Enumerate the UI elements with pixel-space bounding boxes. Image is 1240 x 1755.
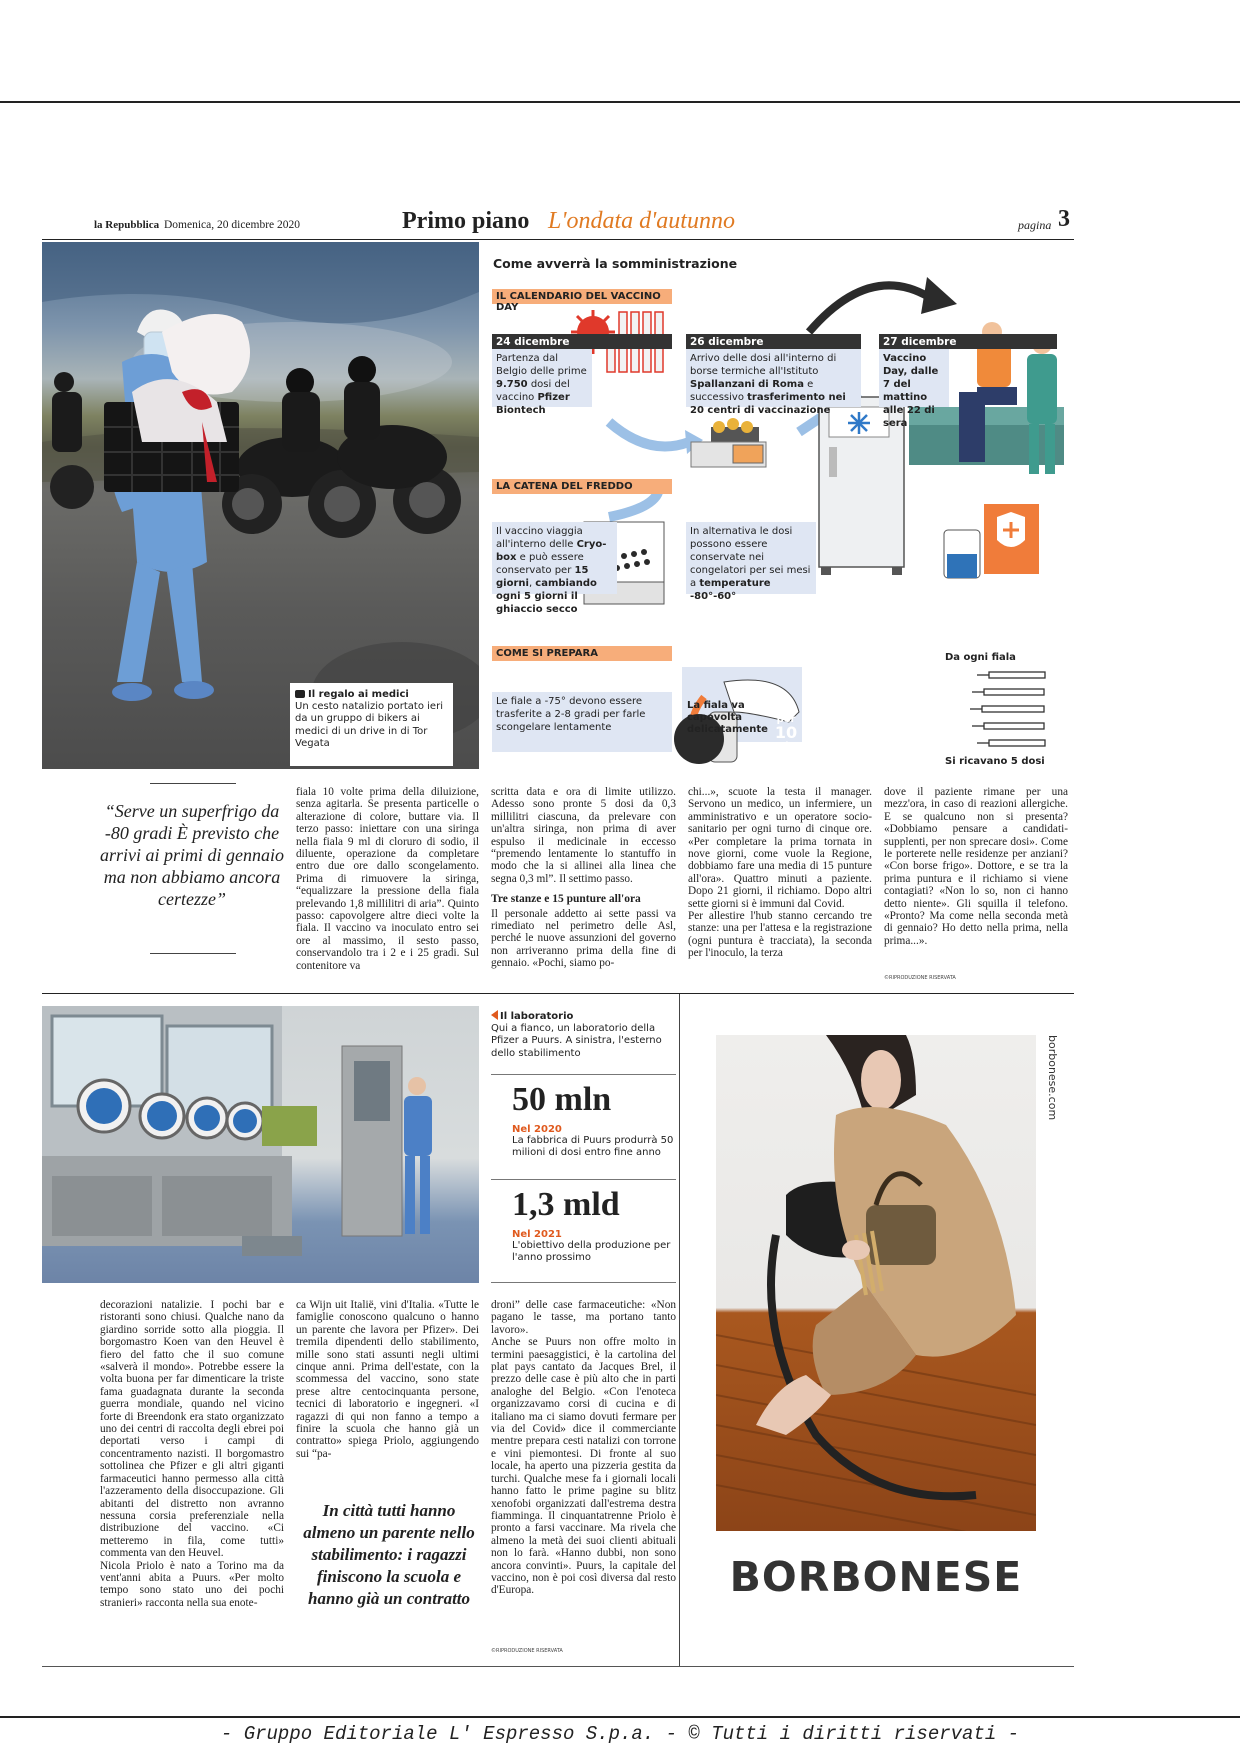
- stat-year-2: Nel 2021: [512, 1229, 562, 1240]
- day-header-3: 27 dicembre: [879, 334, 1057, 349]
- day-text-3: Vaccino Day, dalle 7 del mattino alle 22 di sera: [879, 349, 949, 407]
- pull-quote-1: “Serve un superfrigo da -80 gradi È previsto che arrivi ai primi di gennaio ma non abbiamo ancora certezze”: [100, 801, 284, 909]
- copyright-top: ©RIPRODUZIONE RISERVATA: [884, 975, 956, 981]
- stat-rule-2: [491, 1179, 676, 1180]
- photo-caption-box: [290, 683, 453, 766]
- bottom-page-rule: [0, 1716, 1240, 1718]
- section-title: Primo piano: [402, 208, 530, 234]
- quote-rule-bottom: [150, 953, 236, 954]
- stat-value-2: 1,3 mld: [512, 1186, 620, 1223]
- prep-text-2: La fiala va capovolta delicatamente: [687, 700, 768, 735]
- calendar-band: IL CALENDARIO DEL VACCINO DAY: [492, 289, 672, 304]
- copyright-bottom: ©RIPRODUZIONE RISERVATA: [491, 1648, 563, 1654]
- masthead: [92, 204, 1072, 238]
- lab-caption-text: Qui a fianco, un laboratorio della Pfizer a Puurs. A sinistra, l'esterno dello stabilimento: [491, 1023, 662, 1059]
- quote-rule-top: [150, 783, 236, 784]
- stat-text-2: L'obiettivo della produzione per l'anno prossimo: [512, 1240, 671, 1264]
- lab-photo: [42, 1006, 479, 1283]
- vial-label: Da ogni fiala: [945, 652, 1016, 663]
- day-header-1: 24 dicembre: [492, 334, 672, 349]
- lab-caption: [491, 1010, 673, 1060]
- lab-photo-art: [42, 1006, 479, 1283]
- article-subhead: Tre stanze e 15 punture all'ora: [491, 893, 641, 906]
- article-top-col-4: dove il paziente rimane per una mezz'ora, in caso di reazioni allergiche. E se qualcuno non si presenta? «Dobbiamo pensare a candidati-supplenti, per non sprecare dosi». Come le porterete nelle residenze per anziani? «Con borse frigo». Dottore, e se tra la prima puntura e il richiamo si viene contagiati? «Non lo so, non ci hanno detto niente». Gli squilla il telefono. «Pronto? Ma come nella seconda metà di gennaio? Ho detto nella prima, nella prima...».: [884, 786, 1068, 947]
- stat-block-1: [512, 1080, 677, 1160]
- stat-text-1: La fabbrica di Puurs produrrà 50 milioni di dosi entro fine anno: [512, 1135, 674, 1159]
- masthead-brand: la Repubblica: [94, 219, 160, 231]
- ad-photo-art: [716, 1035, 1036, 1531]
- stat-year-1: Nel 2020: [512, 1124, 562, 1135]
- cold-text-1: Il vaccino viaggia all'interno delle Cryo-box e può essere conservato per 15 giorni, cambiando ogni 5 giorni il ghiaccio secco: [492, 522, 617, 594]
- stat-block-2: [512, 1185, 677, 1265]
- infographic-title: Come avverrà la somministrazione: [493, 256, 738, 271]
- lab-caption-title: Il laboratorio: [500, 1011, 574, 1022]
- page-label: pagina: [1018, 218, 1052, 232]
- article-bottom-col-2: ca Wijn uit Italië, vini d'Italia. «Tutte le famiglie conoscono qualcuno o hanno un parente che lavora per Pfizer». Dei tremila dipendenti dello stabilimento, mille sono stati assunti negli ultimi cinque anni. Prima dell'estate, con la scommessa del vaccino, sono state prese altre centocinquanta persone, tecnici di laboratorio e ingegneri. «I ragazzi di qui non fanno a tempo a finire la scuola che hanno già un contratto» spiega Priolo, aggiungendo sui “pa-: [296, 1299, 479, 1460]
- bikers-photo: [42, 242, 479, 769]
- masthead-rule: [42, 239, 1074, 240]
- mid-rule: [42, 993, 1074, 994]
- ad-side-text: borbonese.com: [1046, 1035, 1059, 1121]
- stat-rule-3: [491, 1282, 676, 1283]
- infographic-art: [489, 242, 1074, 769]
- page-footer: - Gruppo Editoriale L' Espresso S.p.a. - © Tutti i diritti riservati -: [220, 1723, 1020, 1745]
- page-number: 3: [1058, 206, 1070, 232]
- prep-band: COME SI PREPARA: [492, 646, 672, 661]
- section-topic: L'ondata d'autunno: [548, 208, 735, 234]
- article-bottom-col-1: decorazioni natalizie. I pochi bar e ristoranti sono chiusi. Qualche nano da giardino sorride sotto alla pioggia. Il borgomastro Koen van den Heuvel è fiero del fatto che il suo comune «salverà il mondo». Potrebbe essere la volta buona per far dimenticare la triste fama guadagnata durante la seconda guerra mondiale, quando nel vicino forte di Breendonk era stato organizzato uno dei centri di raccolta degli ebrei poi deportati verso i campi di concentramento nazisti. Il borgomastro sottolinea che Pfizer e gli altri giganti farmaceutici hanno permesso alla città l'azzeramento della disoccupazione. Gli abitanti del distretto non avranno nessuna corsia preferenziale nella distribuzione del vaccino. «Ci metteremo in fila, come tutti» commenta van den Heuvel. Nicola Priolo è nato a Torino ma da vent'anni abita a Puurs. «Per molto tempo sono stato uno dei pochi stranieri» racconta nella sua enote-: [100, 1299, 284, 1609]
- infographic: [489, 242, 1074, 769]
- top-page-rule: [0, 101, 1240, 103]
- masthead-date: Domenica, 20 dicembre 2020: [164, 219, 301, 231]
- bottom-rule: [42, 1666, 1074, 1667]
- photo-caption-title: Il regalo ai medici: [308, 689, 409, 700]
- cold-text-2: In alternativa le dosi possono essere conservate nei congelatori per sei mesi a temperature -80°-60°: [686, 522, 816, 594]
- stat-rule-1: [491, 1074, 676, 1075]
- article-top-col-1: fiala 10 volte prima della diluizione, senza agitarla. Se presenta particelle o alterazione di colore, buttare via. Il terzo passo: iniettare con una siringa nella fiala 9 ml di cloruro di sodio, il diluente, operazione da completare entro due ore dallo scongelamento. Prima di rimuovere la siringa, “equalizzare la pressione della fiala prelevando 1,8 millilitri di aria”. Quinto passo: capovolgere altre dieci volte la fiala. Il vaccino va inoculato entro sei ore al massimo, il sesto passo, conservandolo tra i 2 e i 25 gradi. Sul contenitore va: [296, 786, 479, 972]
- article-top-col-2: scritta data e ora di limite utilizzo. Adesso sono pronte 5 dosi da 0,3 millilitri ciascuna, da prelevare con un'altra siringa, non prima di aver espulso il medicinale in eccesso “premendo lentamente lo stantuffo in modo che la si allinei alla linea che segna 0,3 ml”. Il settimo passo. Tre stanze e 15 punture all'ora Il personale addetto ai sette passi va rimediato nel perimetro delle Asl, perché le nuove assunzioni del governo non arriveranno prima della fine di gennaio. «Pochi, siamo po-: [491, 786, 676, 970]
- day-text-2: Arrivo delle dosi all'interno di borse termiche all'Istituto Spallanzani di Roma e successivo trasferimento nei 20 centri di vaccinazione: [686, 349, 861, 407]
- pull-quote-2: In città tutti hanno almeno un parente nello stabilimento: i ragazzi finiscono la scuola e hanno già un contratto: [303, 1501, 475, 1608]
- ad-brand: BORBONESE: [729, 1553, 1023, 1601]
- stat-value-1: 50 mln: [512, 1081, 612, 1118]
- photo-caption-text: Un cesto natalizio portato ieri da un gruppo di bikers ai medici di un drive in di Tor Vegata: [295, 701, 443, 750]
- prep-text-1: Le fiale a -75° devono essere trasferite a 2-8 gradi per farle scongelare lentamente: [492, 692, 672, 752]
- cold-chain-band: LA CATENA DEL FREDDO: [492, 479, 672, 494]
- ad-photo: [716, 1035, 1036, 1531]
- article-top-col-3: chi...», scuote la testa il manager. Servono un medico, un infermiere, un amministrativo e un operatore socio-sanitario per ogni turno di cinque ore. «Per completare la prima tornata in nove giorni, come vuole la Regione, dobbiamo fare una media di 15 punture all'ora». Quattro minuti a paziente. Dopo 21 giorni, il richiamo. Dopo altri sette giorni si è immuni dal Covid. Per allestire l'hub stanno cercando tre stanze: una per l'attesa e la registrazione (ogni puntura è tracciata), la seconda per l'inoculo, la terza: [688, 786, 872, 960]
- camera-icon: [295, 690, 305, 698]
- left-triangle-icon: [491, 1010, 498, 1020]
- ad-divider: [679, 994, 680, 1666]
- doses-label: Si ricavano 5 dosi: [945, 756, 1045, 767]
- flip-count-badge: per 10 volte: [771, 714, 801, 752]
- day-header-2: 26 dicembre: [686, 334, 861, 349]
- article-bottom-col-3: droni” delle case farmaceutiche: «Non pagano le tasse, ma portano tanto lavoro». Anche se Puurs non offre molto in termini paesaggistici, è la cartolina del plat pays cantato da Jacques Brel, il prezzo delle case è più alto che in parti analoghe del Belgio. «Con l'enoteca organizzavamo corsi di cucina e di italiano ma ci siamo dovuti fermare per via del Covid» dice il commerciante mentre prepara cesti natalizi con torrone e vini piemontesi. Di fronte al suo locale, ha aperto una pizzeria gestita da turchi. Qualche mese fa i giornali locali hanno fatto le prime pagine su blitz xenofobi organizzati dall'estrema destra fiamminga. Il cinquantatrenne Priolo è pronto a farsi vaccinare. Ma rivela che almeno la metà dei suoi clienti abituali non lo farà. «Hanno dubbi, non sono ancora convinti». Puurs, la capitale del vaccino, non è poi così diversa dal resto d'Europa.: [491, 1299, 676, 1597]
- day-text-1: Partenza dal Belgio delle prime 9.750 dosi del vaccino Pfizer Biontech: [492, 349, 592, 407]
